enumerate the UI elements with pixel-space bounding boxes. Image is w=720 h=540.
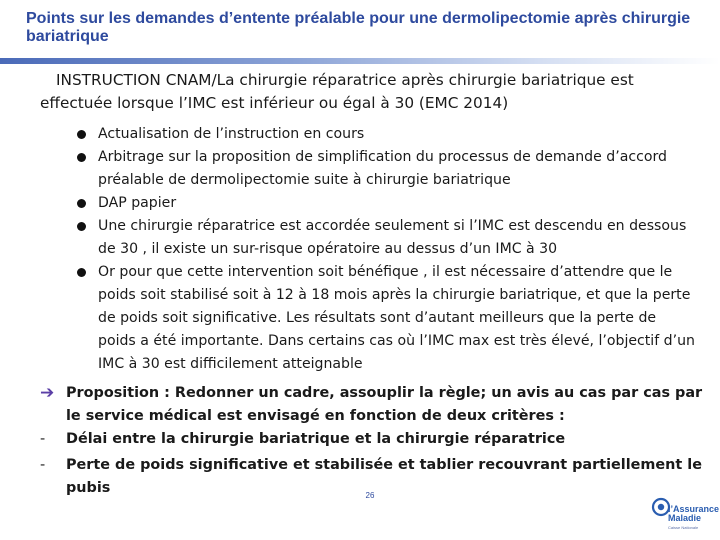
arrow-right-icon: ➔ bbox=[40, 383, 55, 403]
bullet-text: Une chirurgie réparatrice est accordée seulement si l’IMC est descendu en dessous de 30 , il existe un sur-risque opératoire au dessus d’un IMC à 30 bbox=[98, 218, 687, 257]
criterion-text: Perte de poids significative et stabilisée et tablier recouvrant partiellement le pubis bbox=[66, 457, 702, 496]
assurance-maladie-logo bbox=[650, 494, 720, 536]
bullet-item bbox=[76, 146, 696, 192]
bullet-item bbox=[76, 192, 696, 215]
bullet-item bbox=[76, 123, 696, 146]
bullet-text: DAP papier bbox=[98, 195, 177, 211]
bullet-dot-icon bbox=[77, 153, 86, 162]
bullet-text: Actualisation de l’instruction en cours bbox=[98, 126, 365, 142]
bullet-item bbox=[76, 215, 696, 261]
dash-marker: - bbox=[40, 457, 46, 473]
bullet-item bbox=[76, 261, 696, 376]
bullet-text: Arbitrage sur la proposition de simplification du processus de demande d’accord préalable de dermolipectomie suite à chirurgie bariatrique bbox=[98, 149, 667, 188]
title-divider bbox=[0, 58, 720, 64]
logo-text-line2: Maladie bbox=[668, 513, 702, 523]
bullet-dot-icon bbox=[77, 199, 86, 208]
bullet-dot-icon bbox=[77, 130, 86, 139]
proposition-block bbox=[40, 382, 714, 428]
intro-paragraph: INSTRUCTION CNAM/La chirurgie réparatrice après chirurgie bariatrique est effectuée lorsque l’IMC est inférieur ou égal à 30 (EMC 2014) bbox=[40, 71, 634, 112]
logo-subtitle: Caisse Nationale bbox=[668, 525, 699, 530]
criterion-text: Délai entre la chirurgie bariatrique et la chirurgie réparatrice bbox=[66, 431, 566, 447]
bullet-dot-icon bbox=[77, 268, 86, 277]
proposition-text: Proposition : Redonner un cadre, assouplir la règle; un avis au cas par cas par le service médical est envisagé en fonction de deux critères : bbox=[66, 385, 703, 424]
bullet-dot-icon bbox=[77, 222, 86, 231]
dash-marker: - bbox=[40, 431, 46, 447]
logo-text-line1: l’Assurance bbox=[668, 504, 720, 514]
criterion-item bbox=[40, 428, 720, 451]
bullet-text: Or pour que cette intervention soit bénéfique , il est nécessaire d’attendre que le poids soit stabilisé soit à 12 à 18 mois après la chirurgie bariatrique, et que la perte de poids soit significative. Les résultats sont d’autant meilleurs que la perte de poids a été importante. Dans certains cas où l’IMC max est très élevé, l’objectif d’un IMC à 30 est difficilement atteignable bbox=[98, 264, 695, 372]
slide-title: Points sur les demandes d’entente préalable pour une dermolipectomie après chirurgie bariatrique bbox=[26, 10, 691, 45]
page-number: 26 bbox=[365, 491, 375, 500]
bullet-list bbox=[76, 123, 696, 376]
